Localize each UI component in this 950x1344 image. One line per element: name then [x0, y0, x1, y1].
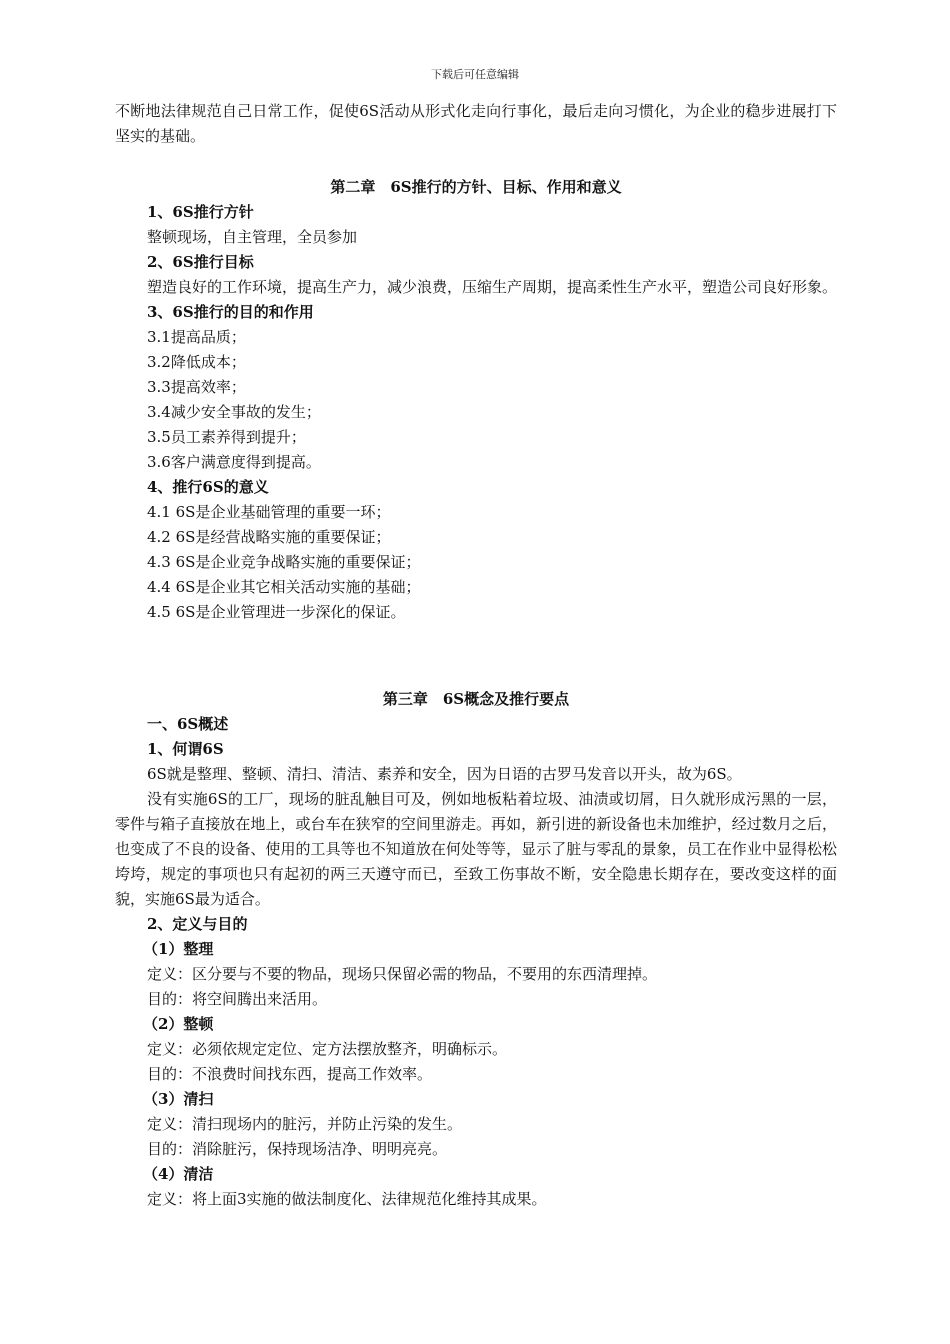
list-item: 3.2降低成本；: [147, 353, 246, 371]
definition-3-goal: 目的：消除脏污，保持现场洁净、明明亮亮。: [147, 1140, 448, 1158]
definition-3-title: （3）清扫: [143, 1090, 214, 1108]
ch3-section-1-title: 1、何谓6S: [147, 740, 224, 758]
definition-1-def: 定义：区分要与不要的物品，现场只保留必需的物品，不要用的东西清理掉。: [147, 965, 658, 983]
list-item: 3.6客户满意度得到提高。: [147, 453, 321, 471]
list-item: 4.2 6S是经营战略实施的重要保证；: [147, 528, 391, 546]
definition-3-def: 定义：清扫现场内的脏污，并防止污染的发生。: [147, 1115, 463, 1133]
intro-paragraph: 不断地法律规范自己日常工作，促使6S活动从形式化走向行事化，最后走向习惯化，为企业的稳步进展打下坚实的基础。: [115, 102, 837, 145]
definition-2-def: 定义：必须依规定定位、定方法摆放整齐，明确标示。: [147, 1040, 508, 1058]
definition-4-def: 定义：将上面3实施的做法制度化、法律规范化维持其成果。: [147, 1190, 547, 1208]
page-content: [115, 99, 837, 1212]
ch2-section-2-title: 2、6S推行目标: [147, 253, 254, 271]
definition-1-title: （1）整理: [143, 940, 214, 958]
spacer: [115, 149, 837, 175]
ch2-section-2-text: 塑造良好的工作环境，提高生产力，减少浪费，压缩生产周期，提高柔性生产水平，塑造公司良好形象。: [147, 278, 838, 296]
list-item: 4.5 6S是企业管理进一步深化的保证。: [147, 603, 406, 621]
definition-2-goal: 目的：不浪费时间找东西，提高工作效率。: [147, 1065, 433, 1083]
definition-4-title: （4）清洁: [143, 1165, 214, 1183]
ch3-section-1-paragraph-1: 6S就是整理、整顿、清扫、清洁、素养和安全，因为日语的古罗马发音以开头，故为6S。: [147, 765, 742, 783]
ch2-section-1-title: 1、6S推行方针: [147, 203, 254, 221]
ch3-part-1-title: 一、6S概述: [147, 715, 229, 733]
ch2-section-1-text: 整顿现场，自主管理，全员参加: [147, 228, 358, 246]
chapter-3-title: 第三章 6S概念及推行要点: [382, 690, 570, 708]
ch3-section-1-paragraph-2: 没有实施6S的工厂，现场的脏乱触目可及，例如地板粘着垃圾、油渍或切屑，日久就形成污黑的一层，零件与箱子直接放在地上，或台车在狭窄的空间里游走。再如，新引进的新设备也未加维护，经过数月之后，也变成了不良的设备、使用的工具等也不知道放在何处等等，显示了脏与零乱的景象，员工在作业中显得松松垮垮，规定的事项也只有起初的两三天遵守而已，至致工伤事故不断，安全隐患长期存在，要改变这样的面貌，实施6S最为适合。: [115, 790, 837, 908]
definition-2-title: （2）整顿: [143, 1015, 214, 1033]
ch2-section-3-title: 3、6S推行的目的和作用: [147, 303, 314, 321]
list-item: 4.1 6S是企业基础管理的重要一环；: [147, 503, 391, 521]
definition-1-goal: 目的：将空间腾出来活用。: [147, 990, 328, 1008]
ch2-section-4-title: 4、推行6S的意义: [147, 478, 269, 496]
list-item: 4.4 6S是企业其它相关活动实施的基础；: [147, 578, 421, 596]
chapter-2-title: 第二章 6S推行的方针、目标、作用和意义: [330, 178, 622, 196]
list-item: 3.5员工素养得到提升；: [147, 428, 306, 446]
spacer: [115, 625, 837, 687]
page-header: 下载后可任意编辑: [431, 68, 519, 81]
list-item: 3.4减少安全事故的发生；: [147, 403, 321, 421]
ch3-section-2-title: 2、定义与目的: [147, 915, 248, 933]
list-item: 3.3提高效率；: [147, 378, 246, 396]
list-item: 3.1提高品质；: [147, 328, 246, 346]
list-item: 4.3 6S是企业竞争战略实施的重要保证；: [147, 553, 421, 571]
